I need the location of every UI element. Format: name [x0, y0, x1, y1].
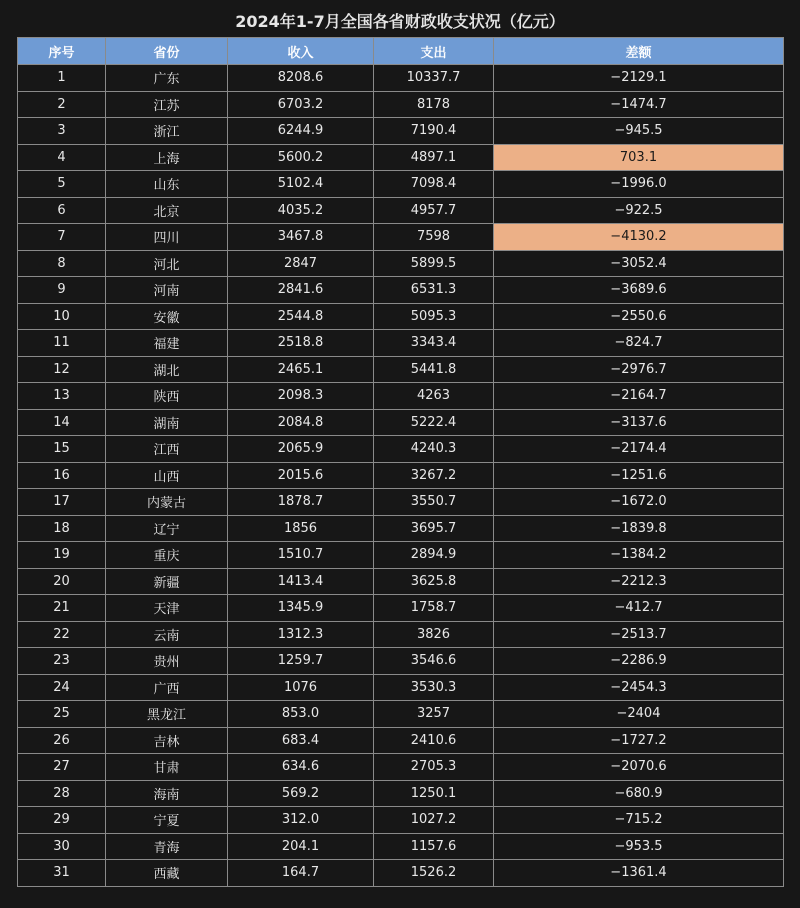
table-row [18, 595, 784, 622]
table-row [18, 833, 784, 860]
cell-index: 5 [18, 171, 106, 198]
cell-income: 2015.6 [228, 462, 374, 489]
cell-index: 24 [18, 674, 106, 701]
table-row [18, 144, 784, 171]
cell-province: 云南 [106, 621, 228, 648]
cell-index: 22 [18, 621, 106, 648]
table-row [18, 489, 784, 516]
cell-difference: −2404 [494, 701, 784, 728]
cell-expense: 5441.8 [374, 356, 494, 383]
cell-difference: −1251.6 [494, 462, 784, 489]
cell-expense: 10337.7 [374, 65, 494, 92]
cell-province: 上海 [106, 144, 228, 171]
cell-expense: 4240.3 [374, 436, 494, 463]
table-row [18, 409, 784, 436]
finance-table [17, 37, 784, 887]
table-row [18, 727, 784, 754]
cell-income: 569.2 [228, 780, 374, 807]
cell-expense: 1027.2 [374, 807, 494, 834]
table-row [18, 383, 784, 410]
table-row [18, 91, 784, 118]
cell-index: 4 [18, 144, 106, 171]
cell-expense: 1250.1 [374, 780, 494, 807]
cell-expense: 8178 [374, 91, 494, 118]
cell-expense: 2410.6 [374, 727, 494, 754]
cell-difference: −1996.0 [494, 171, 784, 198]
cell-province: 湖北 [106, 356, 228, 383]
cell-province: 黑龙江 [106, 701, 228, 728]
cell-index: 2 [18, 91, 106, 118]
cell-expense: 3257 [374, 701, 494, 728]
cell-difference: −3689.6 [494, 277, 784, 304]
cell-income: 2098.3 [228, 383, 374, 410]
cell-province: 河南 [106, 277, 228, 304]
cell-expense: 7190.4 [374, 118, 494, 145]
cell-province: 山西 [106, 462, 228, 489]
cell-income: 1413.4 [228, 568, 374, 595]
cell-province: 浙江 [106, 118, 228, 145]
cell-expense: 5222.4 [374, 409, 494, 436]
cell-expense: 3695.7 [374, 515, 494, 542]
cell-difference: −4130.2 [494, 224, 784, 251]
cell-province: 西藏 [106, 860, 228, 887]
cell-difference: −2212.3 [494, 568, 784, 595]
cell-income: 1076 [228, 674, 374, 701]
cell-province: 新疆 [106, 568, 228, 595]
table-row [18, 780, 784, 807]
cell-index: 21 [18, 595, 106, 622]
cell-income: 2847 [228, 250, 374, 277]
cell-province: 江苏 [106, 91, 228, 118]
cell-expense: 2705.3 [374, 754, 494, 781]
table-row [18, 250, 784, 277]
cell-index: 16 [18, 462, 106, 489]
table-row [18, 436, 784, 463]
cell-province: 湖南 [106, 409, 228, 436]
header-row [18, 38, 784, 65]
cell-difference: −2286.9 [494, 648, 784, 675]
cell-difference: −680.9 [494, 780, 784, 807]
cell-difference: −2070.6 [494, 754, 784, 781]
cell-income: 204.1 [228, 833, 374, 860]
table-row [18, 330, 784, 357]
cell-income: 3467.8 [228, 224, 374, 251]
cell-income: 8208.6 [228, 65, 374, 92]
cell-difference: −2976.7 [494, 356, 784, 383]
cell-expense: 3550.7 [374, 489, 494, 516]
cell-income: 5102.4 [228, 171, 374, 198]
cell-province: 福建 [106, 330, 228, 357]
table-row [18, 621, 784, 648]
cell-index: 12 [18, 356, 106, 383]
cell-province: 安徽 [106, 303, 228, 330]
cell-income: 6244.9 [228, 118, 374, 145]
table-row [18, 701, 784, 728]
header-province: 省份 [106, 38, 228, 65]
cell-income: 1878.7 [228, 489, 374, 516]
cell-index: 28 [18, 780, 106, 807]
cell-province: 广东 [106, 65, 228, 92]
cell-index: 7 [18, 224, 106, 251]
cell-index: 26 [18, 727, 106, 754]
cell-index: 13 [18, 383, 106, 410]
cell-index: 10 [18, 303, 106, 330]
cell-income: 2084.8 [228, 409, 374, 436]
cell-province: 陕西 [106, 383, 228, 410]
cell-income: 1510.7 [228, 542, 374, 569]
header-income: 收入 [228, 38, 374, 65]
cell-difference: −3137.6 [494, 409, 784, 436]
cell-income: 164.7 [228, 860, 374, 887]
table-row [18, 807, 784, 834]
cell-expense: 7598 [374, 224, 494, 251]
cell-expense: 3267.2 [374, 462, 494, 489]
cell-difference: −2513.7 [494, 621, 784, 648]
cell-difference: −2164.7 [494, 383, 784, 410]
cell-expense: 4897.1 [374, 144, 494, 171]
cell-expense: 3625.8 [374, 568, 494, 595]
cell-province: 宁夏 [106, 807, 228, 834]
cell-difference: −1361.4 [494, 860, 784, 887]
cell-income: 634.6 [228, 754, 374, 781]
cell-income: 4035.2 [228, 197, 374, 224]
cell-province: 重庆 [106, 542, 228, 569]
cell-province: 四川 [106, 224, 228, 251]
cell-province: 内蒙古 [106, 489, 228, 516]
cell-expense: 6531.3 [374, 277, 494, 304]
table-row [18, 515, 784, 542]
cell-income: 2841.6 [228, 277, 374, 304]
cell-expense: 2894.9 [374, 542, 494, 569]
table-row [18, 542, 784, 569]
cell-index: 6 [18, 197, 106, 224]
cell-index: 9 [18, 277, 106, 304]
cell-income: 853.0 [228, 701, 374, 728]
cell-difference: −1474.7 [494, 91, 784, 118]
cell-difference: −824.7 [494, 330, 784, 357]
cell-expense: 3343.4 [374, 330, 494, 357]
cell-province: 河北 [106, 250, 228, 277]
table-body [18, 65, 784, 887]
cell-province: 广西 [106, 674, 228, 701]
table-title: 2024年1-7月全国各省财政收支状况（亿元） [235, 12, 565, 31]
cell-income: 312.0 [228, 807, 374, 834]
cell-difference: −2454.3 [494, 674, 784, 701]
table-row [18, 224, 784, 251]
table-row [18, 860, 784, 887]
cell-difference: −922.5 [494, 197, 784, 224]
table-row [18, 171, 784, 198]
cell-index: 1 [18, 65, 106, 92]
cell-expense: 4957.7 [374, 197, 494, 224]
cell-expense: 1758.7 [374, 595, 494, 622]
table-row [18, 277, 784, 304]
cell-income: 1259.7 [228, 648, 374, 675]
cell-difference: −1384.2 [494, 542, 784, 569]
table-row [18, 197, 784, 224]
cell-province: 山东 [106, 171, 228, 198]
cell-difference: −1672.0 [494, 489, 784, 516]
cell-index: 3 [18, 118, 106, 145]
cell-difference: −2174.4 [494, 436, 784, 463]
cell-index: 20 [18, 568, 106, 595]
cell-income: 1312.3 [228, 621, 374, 648]
header-index: 序号 [18, 38, 106, 65]
cell-expense: 5899.5 [374, 250, 494, 277]
table-row [18, 674, 784, 701]
cell-index: 23 [18, 648, 106, 675]
cell-province: 甘肃 [106, 754, 228, 781]
cell-expense: 3546.6 [374, 648, 494, 675]
header-difference: 差额 [494, 38, 784, 65]
cell-difference: −412.7 [494, 595, 784, 622]
cell-province: 辽宁 [106, 515, 228, 542]
cell-difference: −1727.2 [494, 727, 784, 754]
cell-expense: 3530.3 [374, 674, 494, 701]
cell-index: 25 [18, 701, 106, 728]
cell-index: 27 [18, 754, 106, 781]
cell-province: 天津 [106, 595, 228, 622]
cell-difference: −3052.4 [494, 250, 784, 277]
table-row [18, 65, 784, 92]
cell-expense: 3826 [374, 621, 494, 648]
cell-difference: −945.5 [494, 118, 784, 145]
cell-province: 吉林 [106, 727, 228, 754]
cell-difference: −1839.8 [494, 515, 784, 542]
cell-index: 15 [18, 436, 106, 463]
cell-index: 31 [18, 860, 106, 887]
cell-income: 2465.1 [228, 356, 374, 383]
cell-province: 江西 [106, 436, 228, 463]
cell-expense: 4263 [374, 383, 494, 410]
cell-expense: 1157.6 [374, 833, 494, 860]
cell-province: 北京 [106, 197, 228, 224]
cell-difference: −2129.1 [494, 65, 784, 92]
cell-index: 18 [18, 515, 106, 542]
table-row [18, 303, 784, 330]
cell-index: 8 [18, 250, 106, 277]
table-row [18, 462, 784, 489]
cell-difference: −715.2 [494, 807, 784, 834]
cell-index: 29 [18, 807, 106, 834]
cell-province: 青海 [106, 833, 228, 860]
cell-expense: 1526.2 [374, 860, 494, 887]
cell-income: 2518.8 [228, 330, 374, 357]
cell-expense: 7098.4 [374, 171, 494, 198]
cell-income: 2065.9 [228, 436, 374, 463]
cell-income: 1856 [228, 515, 374, 542]
cell-index: 30 [18, 833, 106, 860]
header-expense: 支出 [374, 38, 494, 65]
cell-index: 14 [18, 409, 106, 436]
cell-income: 2544.8 [228, 303, 374, 330]
cell-province: 海南 [106, 780, 228, 807]
cell-difference: −953.5 [494, 833, 784, 860]
cell-province: 贵州 [106, 648, 228, 675]
cell-difference: −2550.6 [494, 303, 784, 330]
cell-income: 5600.2 [228, 144, 374, 171]
cell-expense: 5095.3 [374, 303, 494, 330]
cell-income: 6703.2 [228, 91, 374, 118]
table-row [18, 118, 784, 145]
cell-income: 1345.9 [228, 595, 374, 622]
cell-index: 17 [18, 489, 106, 516]
table-row [18, 754, 784, 781]
cell-index: 11 [18, 330, 106, 357]
table-row [18, 568, 784, 595]
table-row [18, 356, 784, 383]
cell-income: 683.4 [228, 727, 374, 754]
cell-index: 19 [18, 542, 106, 569]
table-row [18, 648, 784, 675]
cell-difference: 703.1 [494, 144, 784, 171]
